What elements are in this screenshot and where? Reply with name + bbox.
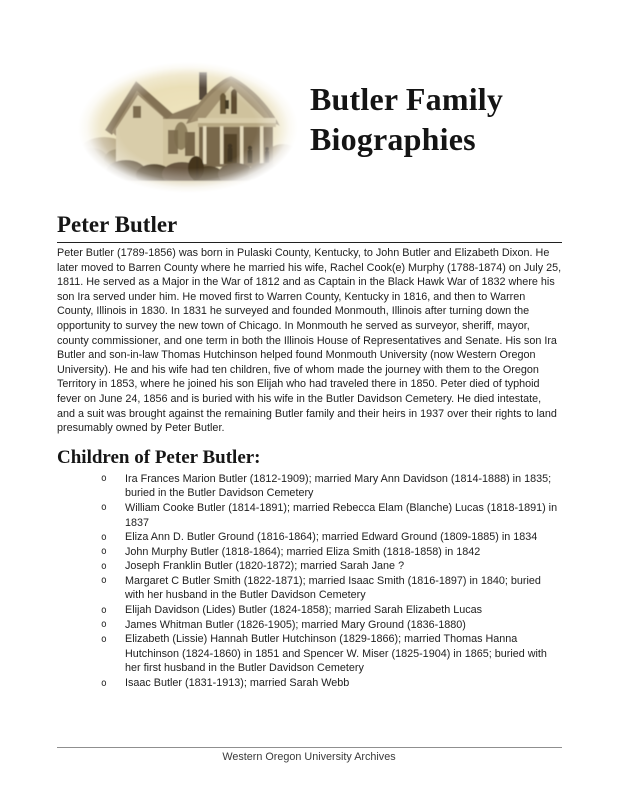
- list-item-text: John Murphy Butler (1818-1864); married Eliza Smith (1818-1858) in 1842: [125, 545, 481, 558]
- title-line-1: Butler Family: [310, 81, 504, 117]
- butler-house-photo: [78, 62, 298, 193]
- list-item-text: Joseph Franklin Butler (1820-1872); married Sarah Jane ?: [125, 560, 405, 573]
- list-item-text: Eliza Ann D. Butler Ground (1816-1864); married Edward Ground (1809-1885) in 1834: [125, 531, 538, 544]
- list-item-text: Isaac Butler (1831-1913); married Sarah Webb: [125, 677, 350, 690]
- children-list: [57, 472, 562, 691]
- bullet-icon: o: [101, 604, 107, 616]
- footer-divider: [57, 747, 562, 748]
- list-item-james: [57, 618, 562, 633]
- bullet-icon: o: [101, 502, 107, 514]
- list-item-elijah: [57, 603, 562, 618]
- list-item-text: William Cooke Butler (1814-1891); married Rebecca Elam (Blanche) Lucas (1818-1891) in 1837: [125, 501, 558, 529]
- bullet-icon: o: [101, 560, 107, 572]
- document-title: [310, 79, 503, 159]
- biography-paragraph: Peter Butler (1789-1856) was born in Pulaski County, Kentucky, to John Butler and Elizabeth Dixon. He later moved to Barren County where he married his wife, Rachel Cook(e) Murphy (1788-1874) on July 25, 1811. He served as a Major in the War of 1812 and as Captain in the Black Hawk War of 1832 where his son Ira served under him. He moved first to Warren County, Kentucky in 1816, and then to Warren County, Illinois in 1830. In 1831 he surveyed and founded Monmouth, Illinois after turning down the opportunity to survey the new town of Chicago. In Monmouth he served as surveyor, sheriff, mayor, county commissioner, and one term in both the Illinois House of Representatives and Senate. His son Ira Butler and son-in-law Thomas Hutchinson helped found Monmouth University (now Western Oregon University). He and his wife had ten children, five of whom made the journey with them to the Oregon Territory in 1853, where he joined his son Elijah who had traveled there in 1850. Peter died of typhoid fever on June 24, 1856 and is buried with his wife in the Butler Davidson Cemetery. He died intestate, and a suit was brought against the remaining Butler family and their heirs in 1937 over their rights to land presumably owned by Peter Butler.: [57, 247, 562, 435]
- bullet-icon: o: [101, 473, 107, 485]
- list-item-elizabeth: [57, 632, 562, 676]
- bullet-icon: o: [101, 531, 107, 543]
- list-item-margaret: [57, 574, 562, 603]
- list-item-john: [57, 545, 562, 560]
- list-item-text: Ira Frances Marion Butler (1812-1909); married Mary Ann Davidson (1814-1888) in 1835; buried in the Butler Davidson Cemetery: [125, 472, 552, 500]
- bullet-icon: o: [101, 546, 107, 558]
- list-item-william: [57, 501, 562, 530]
- bullet-icon: o: [101, 677, 107, 689]
- section-heading-peter-butler: Peter Butler: [57, 212, 562, 243]
- list-item-text: Elijah Davidson (Lides) Butler (1824-1858); married Sarah Elizabeth Lucas: [125, 604, 483, 617]
- list-item-joseph: [57, 559, 562, 574]
- document-body: [57, 212, 562, 691]
- list-item-text: Margaret C Butler Smith (1822-1871); married Isaac Smith (1816-1897) in 1840; buried with her husband in the Butler Davidson Cemetery: [125, 574, 541, 602]
- footer-text: Western Oregon University Archives: [222, 751, 396, 763]
- section-heading-children: Children of Peter Butler:: [57, 446, 261, 468]
- house-photo-illustration: [78, 62, 298, 193]
- title-line-2: Biographies: [310, 121, 476, 157]
- list-item-eliza: [57, 530, 562, 545]
- bullet-icon: o: [101, 633, 107, 645]
- bullet-icon: o: [101, 575, 107, 587]
- list-item-text: Elizabeth (Lissie) Hannah Butler Hutchinson (1829-1866); married Thomas Hanna Hutchinson (1824-1860) in 1851 and Spencer W. Miser (1825-1904) in 1865; buried with her first husband in the Butler Davidson Cemetery: [125, 633, 547, 675]
- list-item-ira: [57, 472, 562, 501]
- list-item-isaac: [57, 676, 562, 691]
- bullet-icon: o: [101, 619, 107, 631]
- list-item-text: James Whitman Butler (1826-1905); married Mary Ground (1836-1880): [125, 618, 466, 631]
